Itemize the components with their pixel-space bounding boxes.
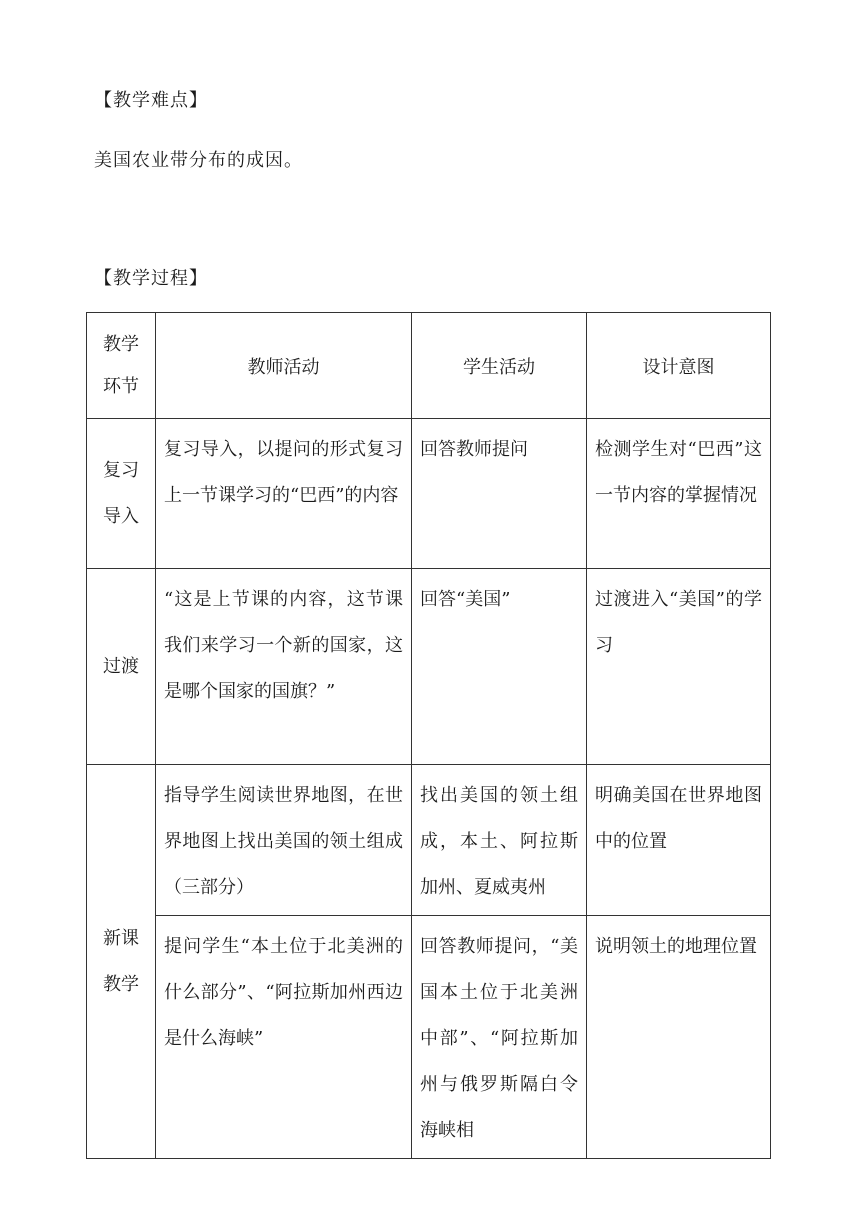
table-row xyxy=(87,569,771,765)
header-student: 学生活动 xyxy=(412,313,587,419)
header-intent: 设计意图 xyxy=(587,313,771,419)
stage-cell: 过渡 xyxy=(87,569,156,765)
teacher-activity-cell: “这是上节课的内容，这节课我们来学习一个新的国家，这是哪个国家的国旗？” xyxy=(156,569,412,765)
process-heading: 【教学过程】 xyxy=(94,268,208,289)
header-stage: 教学环节 xyxy=(87,313,156,419)
stage-cell: 新课教学 xyxy=(87,765,156,1159)
table-header-row xyxy=(87,313,771,419)
table-row xyxy=(87,765,771,916)
design-intent-cell: 明确美国在世界地图中的位置 xyxy=(587,765,771,916)
teacher-activity-cell: 提问学生“本土位于北美洲的什么部分”、“阿拉斯加州西边是什么海峡” xyxy=(156,916,412,1159)
difficulty-text: 美国农业带分布的成因。 xyxy=(94,150,303,171)
design-intent-cell: 检测学生对“巴西”这一节内容的掌握情况 xyxy=(587,419,771,569)
design-intent-cell: 过渡进入“美国”的学习 xyxy=(587,569,771,765)
student-activity-cell: 回答“美国” xyxy=(412,569,587,765)
table-row xyxy=(87,916,771,1159)
teacher-activity-cell: 复习导入，以提问的形式复习上一节课学习的“巴西”的内容 xyxy=(156,419,412,569)
header-teacher: 教师活动 xyxy=(156,313,412,419)
teaching-process-table xyxy=(86,312,771,1159)
student-activity-cell: 回答教师提问，“美国本土位于北美洲中部”、“阿拉斯加州与俄罗斯隔白令海峡相 xyxy=(412,916,587,1159)
difficulty-heading: 【教学难点】 xyxy=(94,90,208,111)
student-activity-cell: 回答教师提问 xyxy=(412,419,587,569)
design-intent-cell: 说明领土的地理位置 xyxy=(587,916,771,1159)
table-row xyxy=(87,419,771,569)
teacher-activity-cell: 指导学生阅读世界地图，在世界地图上找出美国的领土组成（三部分） xyxy=(156,765,412,916)
stage-cell: 复习导入 xyxy=(87,419,156,569)
student-activity-cell: 找出美国的领土组成，本土、阿拉斯加州、夏威夷州 xyxy=(412,765,587,916)
